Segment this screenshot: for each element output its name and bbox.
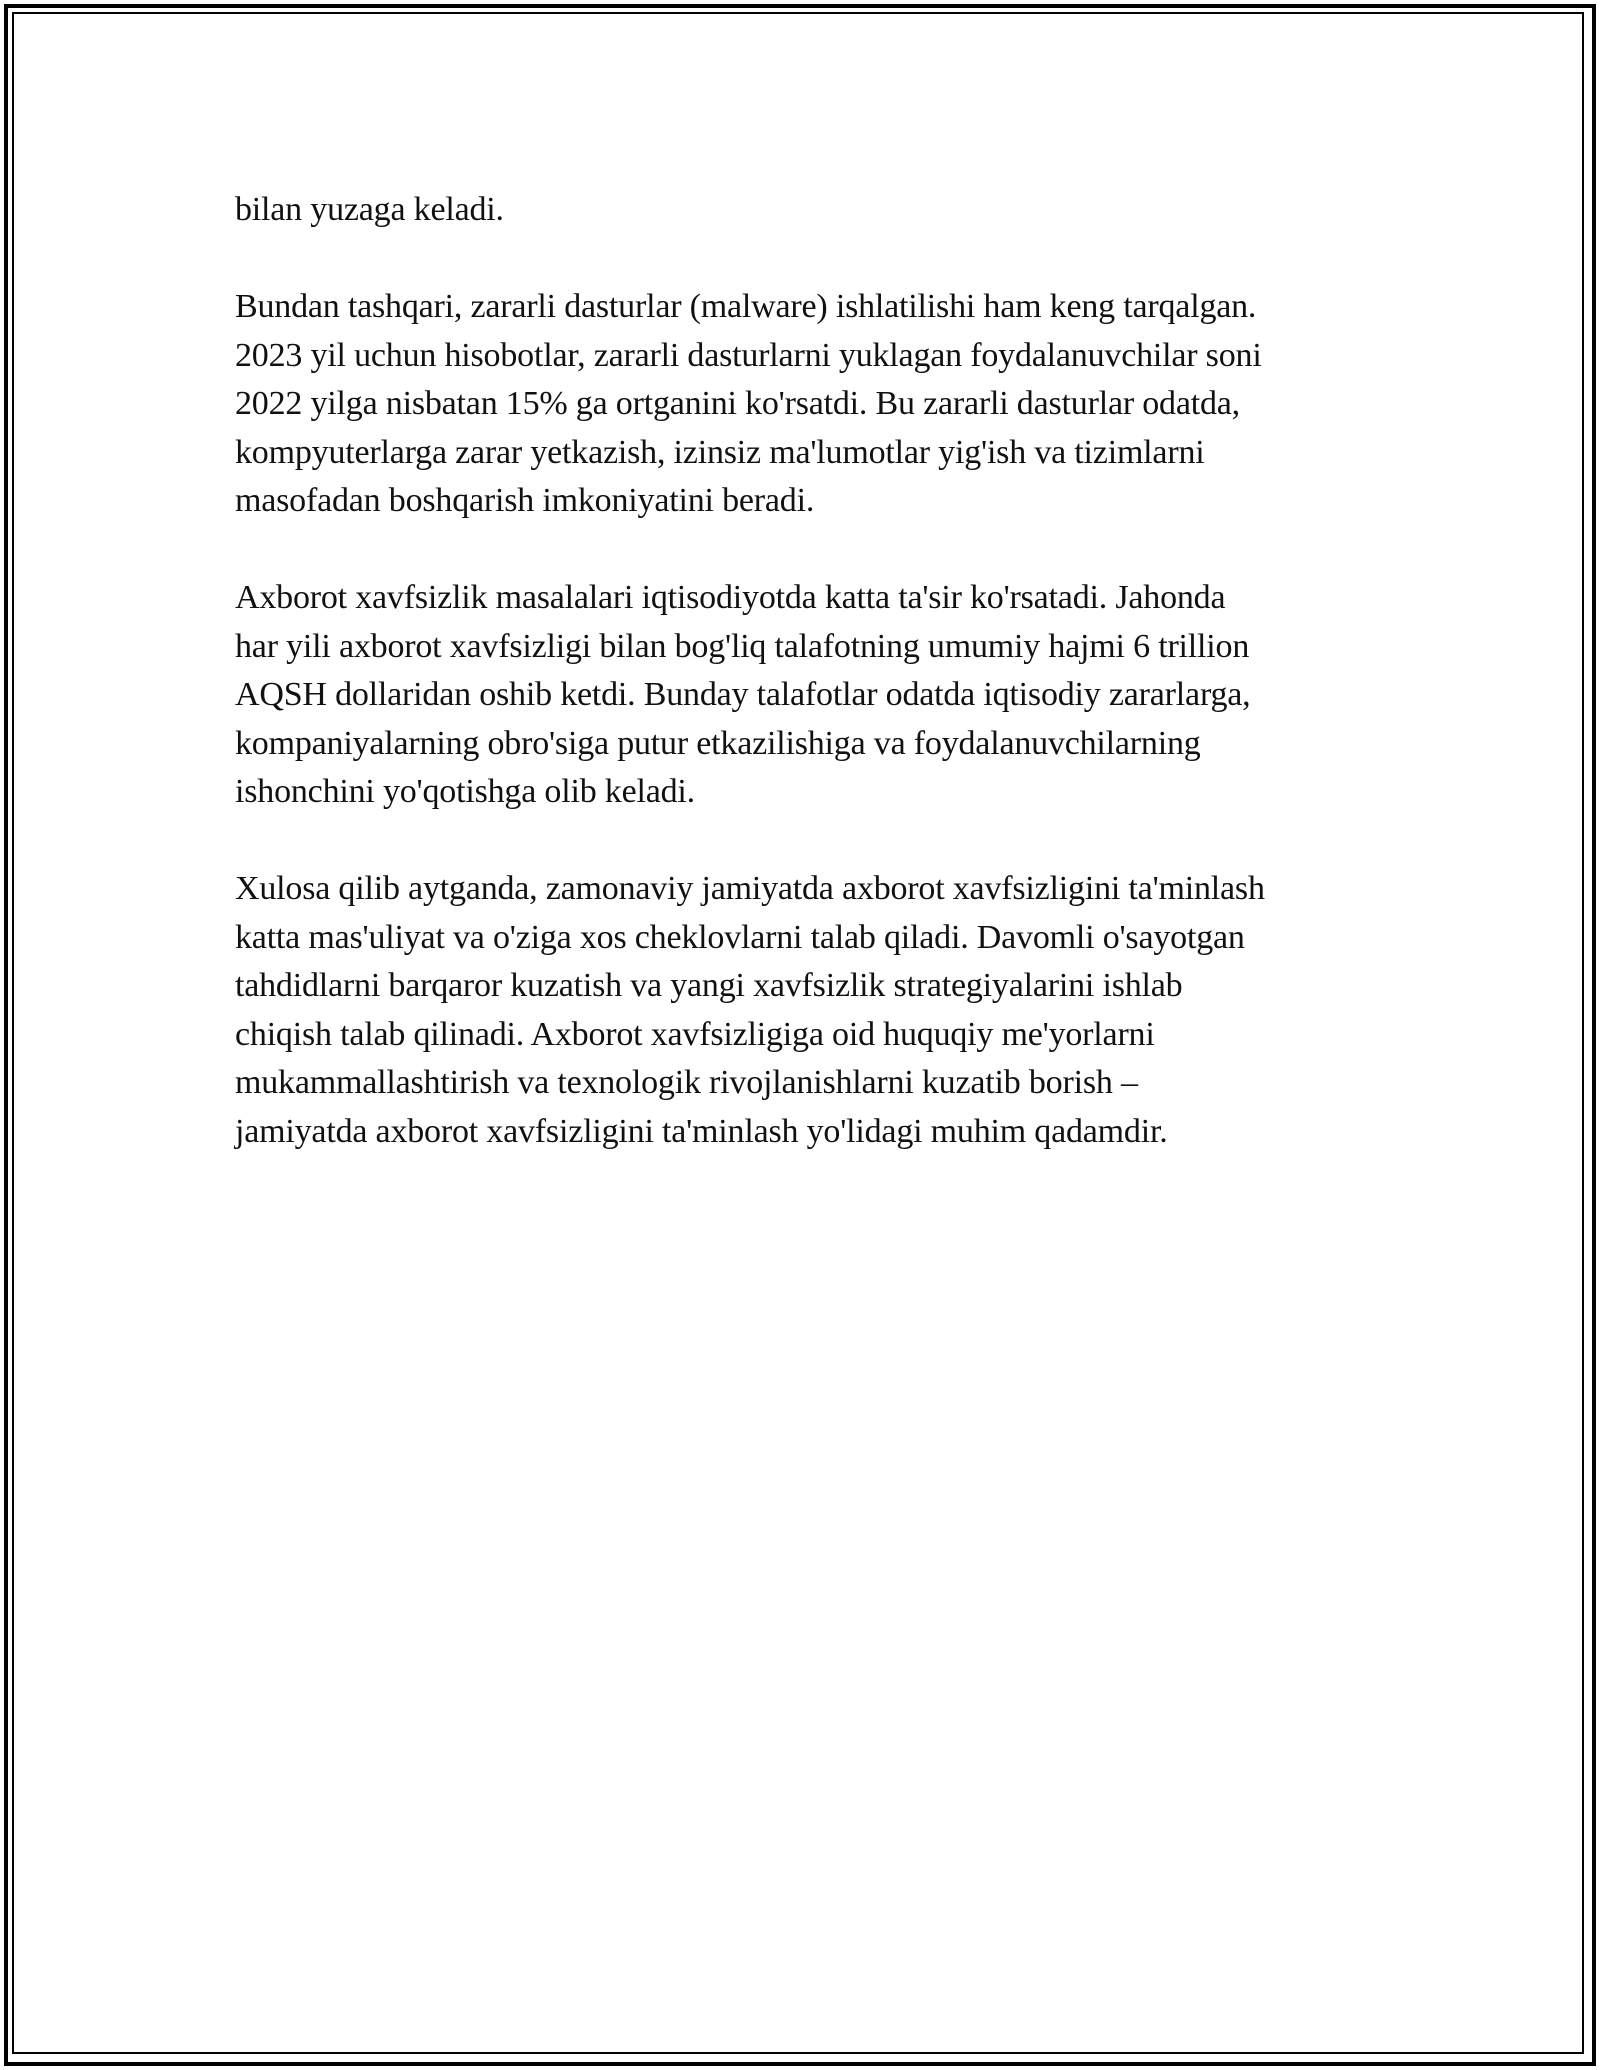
text-line: chiqish talab qilinadi. Axborot xavfsizligiga oid huquqiy me'yorlarni	[235, 1015, 1155, 1053]
paragraph-economic-impact	[235, 574, 1375, 817]
text-line: tahdidlarni barqaror kuzatish va yangi xavfsizlik strategiyalarini ishlab	[235, 967, 1183, 1004]
text-line: 2022 yilga nisbatan 15% ga ortganini ko'rsatdi. Bu zararli dasturlar odatda,	[235, 385, 1240, 422]
text-line: masofadan boshqarish imkoniyatini beradi.	[235, 482, 815, 519]
text-line: kompaniyalarning obro'siga putur etkazilishiga va foydalanuvchilarning	[235, 724, 1201, 762]
text-line: 2023 yil uchun hisobotlar, zararli dasturlarni yuklagan foydalanuvchilar soni	[235, 336, 1262, 374]
text-line: ishonchini yo'qotishga olib keladi.	[235, 773, 695, 810]
text-line: Axborot xavfsizlik masalalari iqtisodiyotda katta ta'sir ko'rsatadi. Jahonda	[235, 579, 1226, 616]
text-line: katta mas'uliyat va o'ziga xos cheklovlarni talab qiladi. Davomli o'sayotgan	[235, 918, 1245, 956]
paragraph-conclusion	[235, 865, 1375, 1156]
text-line: mukammallashtirish va texnologik rivojlanishlarni kuzatib borish –	[235, 1064, 1138, 1101]
text-line: bilan yuzaga keladi.	[235, 191, 504, 228]
text-line: jamiyatda axborot xavfsizligini ta'minlash yo'lidagi muhim qadamdir.	[235, 1112, 1168, 1150]
text-line: Bundan tashqari, zararli dasturlar (malware) ishlatilishi ham keng tarqalgan.	[235, 288, 1257, 325]
paragraph-continuation	[235, 186, 1375, 235]
paragraph-malware	[235, 283, 1375, 526]
text-line: har yili axborot xavfsizligi bilan bog'liq talafotning umumiy hajmi 6 trillion	[235, 627, 1250, 665]
text-line: AQSH dollaridan oshib ketdi. Bunday talafotlar odatda iqtisodiy zararlarga,	[235, 676, 1251, 713]
text-line: Xulosa qilib aytganda, zamonaviy jamiyatda axborot xavfsizligini ta'minlash	[235, 870, 1265, 907]
document-body	[235, 186, 1375, 1156]
text-line: kompyuterlarga zarar yetkazish, izinsiz ma'lumotlar yig'ish va tizimlarni	[235, 433, 1205, 471]
